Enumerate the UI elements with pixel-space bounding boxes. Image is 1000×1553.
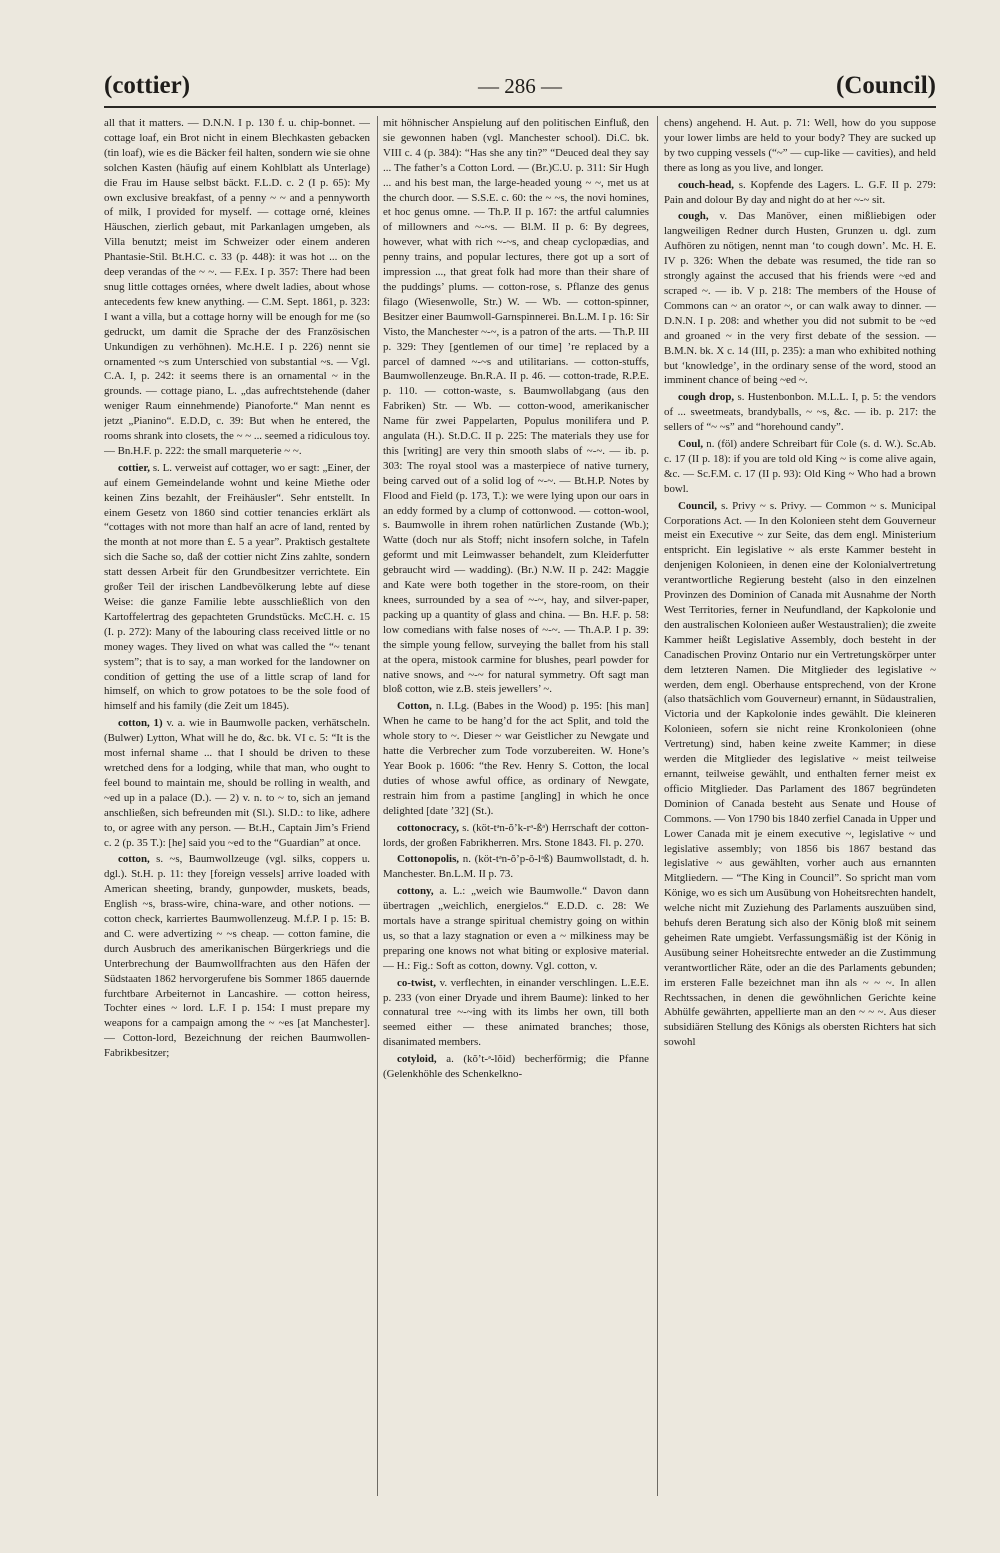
entry-text: a. (kŏ’t-ᵊ-lŏid) becherförmig; die Pfanne (Gelenkhöhle des Schenkelkno- — [383, 1053, 649, 1081]
entry-text: n. (föl) andere Schreibart für Cole (s. d. W.). Sc.Ab. c. 17 (II p. 18): if you are told old King ~ is come alive again, &c. — Sc.F.M. c. 17 (II p. 93): Old King ~ Who had a brown bowl. — [664, 438, 936, 495]
dictionary-entry — [664, 499, 936, 1051]
entry-text: all that it matters. — D.N.N. I p. 130 f. u. chip-bonnet. — cottage loaf, ein Brot nicht in einem Blechkasten gebacken (tin loaf), wie es die Bäcker feil halten, sondern wie sie ohne solchen Kasten (häufig auf einem Kohlblatt als Unterlage) die Frau im Hause selbst bäckt. F.L.D. c. 2 (I p. 65): My own exclusive breakfast, of a penny ~ ~ and a pennyworth of milk, I provided for myself. — cottage orné, kleines Häuschen, zierlich gebaut, mit Parkanlagen umgeben, als Villa benutzt; meist im Schweizer oder einem anderen Phantasie-Stil. Bt.H.C. c. 33 (p. 448): it was hot ... on the deep verandas of the ~ ~. — F.Ex. I p. 357: There had been snug little cottages ornées, where dwelt ladies, about whose antecedents few knew anything. — C.M. Sept. 1861, p. 323: I want a villa, but a cottage horny will be enough for me (so gedruckt, um damit die Sprache der des Französischen Unkundigen zu verhöhnen). Mc.H.E. I p. 226) nennt sie ornamented ~s zum Unterschied von substantial ~s. — Vgl. C.A. I, p. 242: it seems there is an ornamental ~ in the grounds. — cottage piano, L. „das aufrechtstehende (daher weniger Raum einnehmende) Pianoforte.“ Man nennt es jetzt „Pianino“. E.D.D, c. 39: But when he entered, the rooms shrank into closets, the ~ ~ ... seemed a ridiculous toy. — Bn.H.F. p. 222: the small marqueterie ~ ~. — [104, 117, 370, 457]
dictionary-entry — [383, 884, 649, 973]
column-divider — [377, 116, 378, 1496]
entry-text: s. Hustenbonbon. M.L.L. I, p. 5: the vendors of ... sweetmeats, brandyballs, ~ ~s, &c. — ib. p. 217: the sellers of “~ ~s” and “horehound candy”. — [664, 391, 936, 434]
dictionary-entry — [104, 852, 370, 1061]
entry-text: v. Das Manöver, einen mißliebigen oder langweiligen Redner durch Husten, Grunzen u. dgl. zum Aufhören zu nötigen, nennt man ‘to cough down’. Mc. H. E. IV p. 326: When the debate was resumed, the tide ran so strongly against the accused that his friends were ~ed and scraped ~. — ib. V p. 218: The members of the House of Commons can ~ an orator ~, or can walk away to dinner. — D.N.N. I p. 208: and whether you did not submit to be ~ed and groaned ~ in the very first debate of the session. — B.M.N. bk. X c. 14 (III, p. 235): a man who exhibited nothing but ‘knowledge’, in the ordinary sense of the word, stood an imminent chance of being ~ed ~. — [664, 210, 936, 387]
dictionary-entry — [383, 699, 649, 818]
header-left-catchword: (cottier) — [104, 72, 191, 99]
page-number: — 286 — — [478, 74, 562, 98]
dictionary-entry — [383, 852, 649, 882]
dictionary-entry — [664, 209, 936, 388]
dictionary-entry — [664, 437, 936, 497]
entry-text: v. a. wie in Baumwolle packen, verhätscheln. (Bulwer) Lytton, What will he do, &c. bk. VI c. 5: “It is the most infernal shame ... that I should be driven to these wretched dens for a lodging, while that man, who ought to feel bound to maintain me, should be rolling in wealth, and ~ed up in a palace (D.). — 2) v. n. to ~ to, sich an jemand anschließen, sich befreunden mit (Sl.). Sl.D.: to like, adhere to, or agree with any person. — Bt.H., Captain Jim’s Friend c. 2 (p. 35 T.): [he] said you ~ed to the “Guardian” at once. — [104, 717, 370, 849]
entry-headword: co-twist, — [397, 976, 437, 989]
dictionary-entry — [664, 390, 936, 435]
dictionary-entry — [383, 976, 649, 1051]
entry-text: s. (köt-tᵊn-ŏ’k-rᵊ-ßᵊ) Herrschaft der cotton-lords, der großen Fabrikherren. Mrs. Stone 1843. Fl. p. 270. — [383, 821, 649, 849]
entry-headword: cough, — [678, 210, 709, 223]
dictionary-entry — [104, 716, 370, 850]
entry-headword: couch-head, — [678, 178, 734, 191]
entry-text: s. ~s, Baumwollzeuge (vgl. silks, coppers u. dgl.). St.H. p. 11: they [foreign vessels] arrive loaded with American sheeting, brandy, gunpowder, muskets, beads, English ~s, brass-wire, china-ware, and other notions. — cotton check, karriertes Baumwollenzeug. M.f.P. I p. 15: B. and C. were advertizing ~ ~s cheap. — cotton famine, die durch Ausbruch des amerikanischen Bürgerkriegs und die Unterbrechung der Baumwollfrachten aus den Häfen der Südstaaten 1862 hervorgerufene bis Sommer 1865 dauernde furchtbare Arbeiternot in Lancashire. — cotton heiress, Tochter eines ~ lord. L.F. I p. 154: I must prepare my weapons for a campaign among the ~ ~es [at Manchester]. — Cotton-lord, Bezeichnung der reichen Baumwollen-Fabrikbesitzer; — [104, 853, 370, 1060]
dictionary-entry — [664, 178, 936, 208]
column-divider — [657, 116, 658, 1496]
entry-text: s. L. verweist auf cottager, wo er sagt: „Einer, der auf einem Gemeindelande wohnt und keine Miethe oder keinen Zins bezahlt, der Freihäusler“. Sehr entstellt. In einem Gesetz von 1860 sind cottier tenancies erklärt als “cottages with not more than half an acre of land, rented by the month at not more than £. 5 a year”. Praktisch gestaltete sich die Sache so, daß der cottier nicht Zins zahlte, sondern statt dessen Arbeit für den Grundbesitzer verrichtete. Ein großer Teil der irischen Landbevölkerung lebte auf diese Weise: die ganze Familie lebte ausschließlich von den Kartoffelertrag des gepachteten Grundstücks. McC.H. c. 15 (I. p. 272): Many of the labouring class received little or no money wages. They lived on what was called the “~ tenant system”; that is to say, a man worked for the landowner on condition of getting the use of a little scrap of land for himself, on which to grow potatoes to be the sole food of himself and his family (die Zeit um 1845). — [104, 461, 370, 713]
column-1 — [104, 116, 370, 1496]
entry-headword: cotton, — [118, 853, 150, 866]
entry-headword: Cotton, — [397, 700, 432, 713]
entry-text: n. I.Lg. (Babes in the Wood) p. 195: [his man] When he came to be hang’d for the act Split, and told the whole story to ~. Dieser ~ war Geistlicher zu Newgate und hatte die Verbrecher zum Tode vorzubereiten. W. Hone’s Year Book p. 1606: “the Rev. Henry S. Cotton, the local duties of whose awful office, as ordinary of Newgate, restrain him from a pastime [angling] in which he once delighted [date ’32] (St.). — [383, 700, 649, 817]
entry-text: s. Privy ~ s. Privy. — Common ~ s. Municipal Corporations Act. — In den Kolonieen steht dem Gouverneur meist ein Executive ~ zur Seite, das dem engl. Ministerium entspricht. Ein legislative ~ als erste Kammer besteht in denjenigen Kolonieen, in denen eine der Kolonialvertretung verantwortliche Regierung besteht (also in den einzelnen Provinzen des Dominion of Canada mit Ausnahme der North West Territories, ferner in Neufundland, der Kapkolonie und den australischen Kolonieen außer Westaustralien); die zweite Kammer heißt Legislative Assembly, doch besteht in der Canadischen Provinz Ontario nur ein Vertretungskörper unter dem letzteren Namen. Die Mitglieder des legislative ~ werden, dem engl. Oberhause entsprechend, von der Krone (also thatsächlich vom Gouverneur) ernannt, in Südaustralien, Victoria und der Kapkolonie indes gewählt. Die kleineren Kolonieen, sofern sie nicht reine Kronkolonieen (ohne Vertretung) sind, haben keine zweite Kammer; in diese werden die Mitglieder des legislative ~ meist teilweise ernannt, teilweise gewählt, und enthalten ferner meist ex officio Mitglieder. Das Parlament des 1867 begründeten Dominion of Canada besteht aus Senate und House of Commons. — Von 1790 bis 1840 zerfiel Canada in Upper und Lower Canada mit je einem executive ~, legislative ~ und legislative assembly; von 1856 bis 1867 bestand das legislative ~ aus gewählten, vorher auch aus ernannten Mitgliedern. — “The King in Council”. So spricht man vom Könige, wo es sich um Ausübung von Hoheitsrechten handelt, welche nicht mit Zuziehung des Parlaments auszuüben sind, behufs deren Beratung sich also der König bloß mit seinem geheimen Rate umgiebt. Verfassungsmäßig ist der König in Ausübung seiner Hoheitsrechte entweder an die Zustimmung verantwortlicher Räte, oder an die des Parlaments gebunden; im ersteren Falle bezeichnet man ihn als ~ ~ ~. In allen Rechtssachen, in denen die gewöhnlichen Gerichte keine Abhülfe gewährten, appellierte man an den ~ ~ ~. Aus dieser subsidiären Stellung des Königs als obersten Richters hat sich sowohl — [664, 499, 936, 1049]
entry-headword: cough drop, — [678, 391, 735, 404]
entry-text: chens) angehend. H. Aut. p. 71: Well, how do you suppose your lower limbs are held to your body? They are sucked up by two cupping vessels (“~” — cup-like — cavities), and held there as long as you live, and longer. — [664, 117, 936, 174]
entry-text: s. Kopfende des Lagers. L. G.F. II p. 279: Pain and dolour By day and night do at her ~-~ sit. — [664, 178, 936, 206]
entry-text: v. verflechten, in einander verschlingen. L.E.E. p. 233 (von einer Dryade und ihrem Baume): linked to her connatural tree ~-~ing with its limbs her own, till both seemed either — these animated branches; those, disanimated members. — [383, 976, 649, 1049]
entry-headword: Cottonopolis, — [397, 853, 460, 866]
dictionary-entry — [383, 1052, 649, 1082]
entry-text: a. L.: „weich wie Baumwolle.“ Davon dann übertragen „weichlich, energielos.“ E.D.D. c. 28: We mortals have a strange spiritual chemistry going on within us, so that a lazy stagnation or even a ~ milkiness may be preparing one knows not what biting or explosive material. — H.: Fig.: Soft as cotton, downy. Vgl. cotton, v. — [383, 885, 649, 972]
dictionary-entry — [664, 116, 936, 176]
entry-headword: cotton, 1) — [118, 717, 163, 730]
entry-text: n. (köt-tᵊn-ŏ’p-ŏ-lᵊß) Baumwollstadt, d. h. Manchester. Bn.L.M. II p. 73. — [383, 853, 649, 881]
entry-headword: cotyloid, — [397, 1053, 437, 1066]
dictionary-entry — [104, 461, 370, 714]
column-3 — [664, 116, 936, 1496]
column-2 — [383, 116, 649, 1496]
page-header — [104, 66, 936, 108]
entry-text: mit höhnischer Anspielung auf den politischen Einfluß, den sie gewonnen haben (vgl. Manchester school). Di.C. bk. VIII c. 4 (p. 384): “Has she any tin?” “Deuced deal they say ... The father’s a Cotton Lord. — (Br.)C.U. p. 311: Sir Hugh ... and his best man, the large-headed young ~ ~, met us at the church door. — S.S.E. c. 60: the ~ ~s, the novi homines, et hoc genus omne. — Th.P. II p. 167: the artful calumnies of millowners and ~-~s. — Bl.M. II p. 6: By degrees, however, what with rich ~-~s, and cheap cyclopædias, and penny trains, and popular lectures, there got up a sort of impression ..., that great folk had more than their share of the puddings’ plums. — cotton-rose, s. Pflanze des genus filago (Wiesenwolle, Str.) W. — Wb. — cotton-spinner, Besitzer einer Baumwoll-Garnspinnerei. Bn.L.M. I p. 16: Sir Visto, the Manchester ~-~, is a patron of the arts. — Th.P. III p. 329: They [gentlemen of our time] ’re replaced by a parcel of damned ~-~s and utilitarians. — cotton-stuffs, Baumwollenzeuge. Bn.R.A. II p. 46. — cotton-trade, R.P.E. p. 110. — cotton-waste, s. Baumwollabgang (aus den Fabriken) Str. — Wb. — cotton-wood, amerikanischer Name für zwei Pappelarten, Populus monilifera und P. angulata (H.). St.D.C. II p. 225: The materials they use for this [writing] are very thin smooth slabs of ~-~. — ib. p. 303: The royal stool was a masterpiece of native turnery, being carved out of a solid log of ~-~. — Bt.H.P. Notes by Flood and Field (p. 173, T.): we were lying upon our oars in an eddy formed by a clump of cottonwood. — cotton-wool, s. Baumwolle in ihrem rohen natürlichen Zustande (Wb.); Watte (doch nur als Stoff; nicht insofern solche, in Tafeln geformt und mit Leimwasser behandelt, zum Kleiderfutter gebraucht wird — wadding). (Br.) N.W. II p. 242: Maggie and Kate were both together in the store-room, on their knees, surrounded by a sea of ~-~, hay, and silver-paper, packing up a quantity of glass and china. — Bn. H.F. p. 58: low comedians with false noses of ~-~. — Th.A.P. I p. 39: the simple young fellow, surveying the ballet from his stall at the opera, mistook carmine for blushes, pearl powder for native snows, and ~-~ for natural symmetry. Oft sagt man bloß cotton, wie z.B. steis jewellers’ ~. — [383, 117, 649, 696]
entry-headword: cottony, — [397, 885, 434, 898]
entry-headword: cottonocracy, — [397, 821, 459, 834]
header-right-catchword: (Council) — [836, 72, 936, 99]
entry-headword: Coul, — [678, 438, 704, 451]
dictionary-entry — [383, 821, 649, 851]
entry-headword: Council, — [678, 499, 718, 512]
dictionary-entry — [383, 116, 649, 697]
entry-headword: cottier, — [118, 461, 150, 474]
dictionary-entry — [104, 116, 370, 459]
